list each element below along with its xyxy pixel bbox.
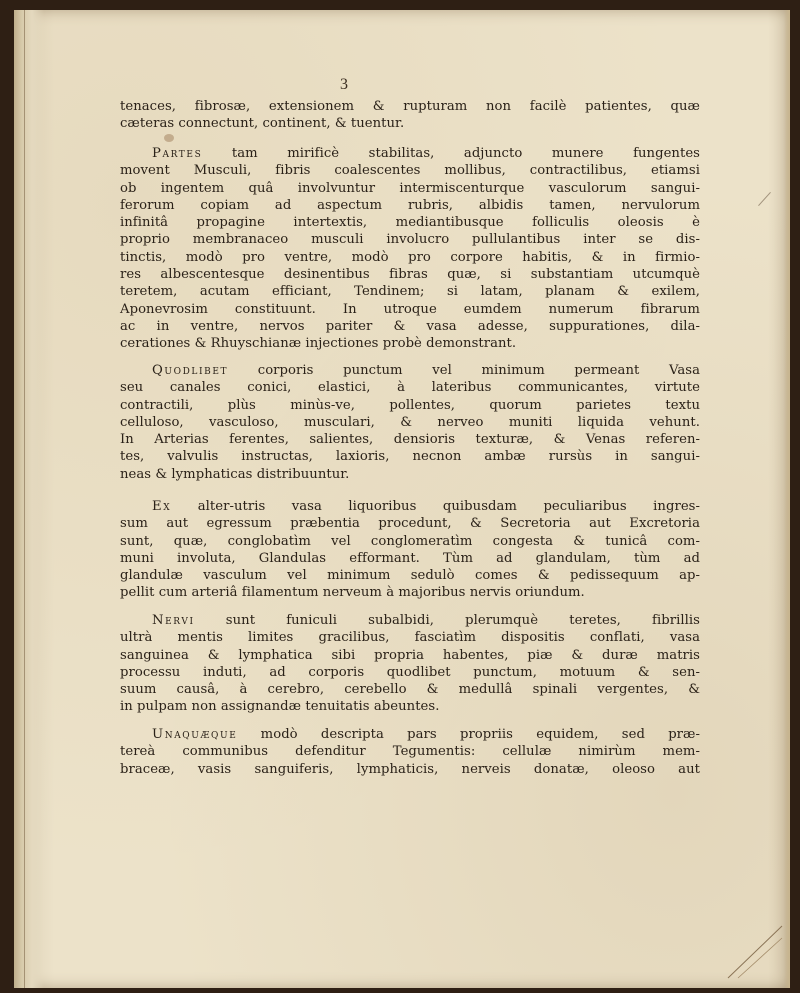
text-line: movent Musculi, fibris coalescentes mollibus, contractilibus, etiamsi [120,163,700,179]
paragraph-lead: Ex [152,499,172,514]
text-line: braceæ, vasis sanguiferis, lymphaticis, nerveis donatæ, oleoso aut [120,761,700,777]
paragraph-unaquaeque [120,726,700,778]
text-fragment: modò descripta pars propriis equidem, sed præ- [237,727,700,742]
text-line: In Arterias ferentes, salientes, densioris texturæ, & Venas referen- [120,432,700,448]
text-line: tereà communibus defenditur Tegumentis: cellulæ nimirùm mem- [120,744,700,760]
text-line: tenaces, fibrosæ, extensionem & rupturam non facilè patientes, quæ [120,99,700,114]
paragraph-partes [120,145,700,353]
paragraph-lead: Nervi [152,613,195,628]
text-line: tes, valvulis instructas, laxioris, necnon ambæ rursùs in sangui- [120,449,700,465]
text-fragment: corporis punctum vel minimum permeant Vasa [228,363,700,378]
text-line: ob ingentem quâ involvuntur intermiscenturque vasculorum sangui- [120,180,700,196]
text-line: sum aut egressum præbentia procedunt, & Secretoria aut Excretoria [120,516,700,532]
text-line: cerationes & Rhuyschianæ injectiones probè demonstrant. [120,336,517,352]
text-line: proprio membranaceo musculi involucro pullulantibus inter se dis- [120,232,700,248]
text-line: suum causâ, à cerebro, cerebello & medullâ spinali vergentes, & [120,682,700,698]
text-line: processu induti, ad corporis quodlibet punctum, motuum & sen- [120,664,700,680]
folded-corner-icon [724,920,784,980]
text-line: res albescentesque desinentibus fibras quæ, si substantiam utcumquè [120,267,700,283]
paragraph-lead: Quodlibet [152,363,229,378]
text-line: pellit cum arteriâ filamentum nerveum à majoribus nervis oriundum. [120,585,585,601]
text-line: infinitâ propagine intertextis, mediantibusque folliculis oleosis è [120,215,700,231]
text-fragment: sunt funiculi subalbidi, plerumquè teretes, fibrillis [194,613,700,628]
binding-gutter [14,10,44,988]
text-line: ferorum copiam ad aspectum rubris, albidis tamen, nervulorum [120,197,700,213]
text-fragment: alter-utris vasa liquoribus quibusdam peculiaribus ingres- [171,499,700,514]
text-line [120,612,700,629]
paragraph-continuation [120,98,700,133]
text-fragment: tam mirificè stabilitas, adjuncto munere fungentes [202,146,700,161]
text-line: neas & lymphaticas distribuuntur. [120,466,350,482]
paragraph-nervi [120,612,700,716]
page-edge [784,10,790,988]
text-line: glandulæ vasculum vel minimum sedulò comes & pedissequum ap- [120,568,700,584]
text-line: muni involuta, Glandulas efformant. Tùm ad glandulam, tùm ad [120,550,700,566]
text-line: tinctis, modò pro ventre, modò pro corpore habitis, & in firmio- [120,249,700,265]
paragraph-lead: Partes [152,146,203,161]
text-line: celluloso, vasculoso, musculari, & nerveo muniti liquida vehunt. [120,414,700,430]
text-line: seu canales conici, elastici, à lateribus communicantes, virtute [120,380,700,396]
text-line: sunt, quæ, conglobatìm vel conglomeratìm congesta & tunicâ com- [120,533,700,549]
book-page [14,10,790,988]
text-line: contractili, plùs minùs-ve, pollentes, quorum parietes textu [120,397,700,413]
pencil-mark [758,192,771,206]
text-line [120,498,700,515]
text-line [120,145,700,162]
text-line: Aponevrosim constituunt. In utroque eumdem numerum fibrarum [120,301,700,317]
text-line [120,726,700,743]
text-line: sanguinea & lymphatica sibi propria habentes, piæ & duræ matris [120,647,700,663]
text-line: teretem, acutam efficiant, Tendinem; si latam, planam & exilem, [120,284,700,300]
text-line: ultrà mentis limites gracilibus, fasciatìm dispositis conflati, vasa [120,630,700,646]
ink-blot [164,134,174,142]
text-line: ac in ventre, nervos pariter & vasa adesse, suppurationes, dila- [120,318,700,334]
text-line [120,362,700,379]
page-number: 3 [340,76,348,93]
paragraph-quodlibet [120,362,700,483]
paragraph-lead: Unaquæque [152,727,238,742]
gutter-line [24,10,25,988]
text-line: in pulpam non assignandæ tenuitatis abeuntes. [120,699,440,715]
text-line: cæteras connectunt, continent, & tuentur. [120,116,405,132]
paragraph-ex [120,498,700,602]
